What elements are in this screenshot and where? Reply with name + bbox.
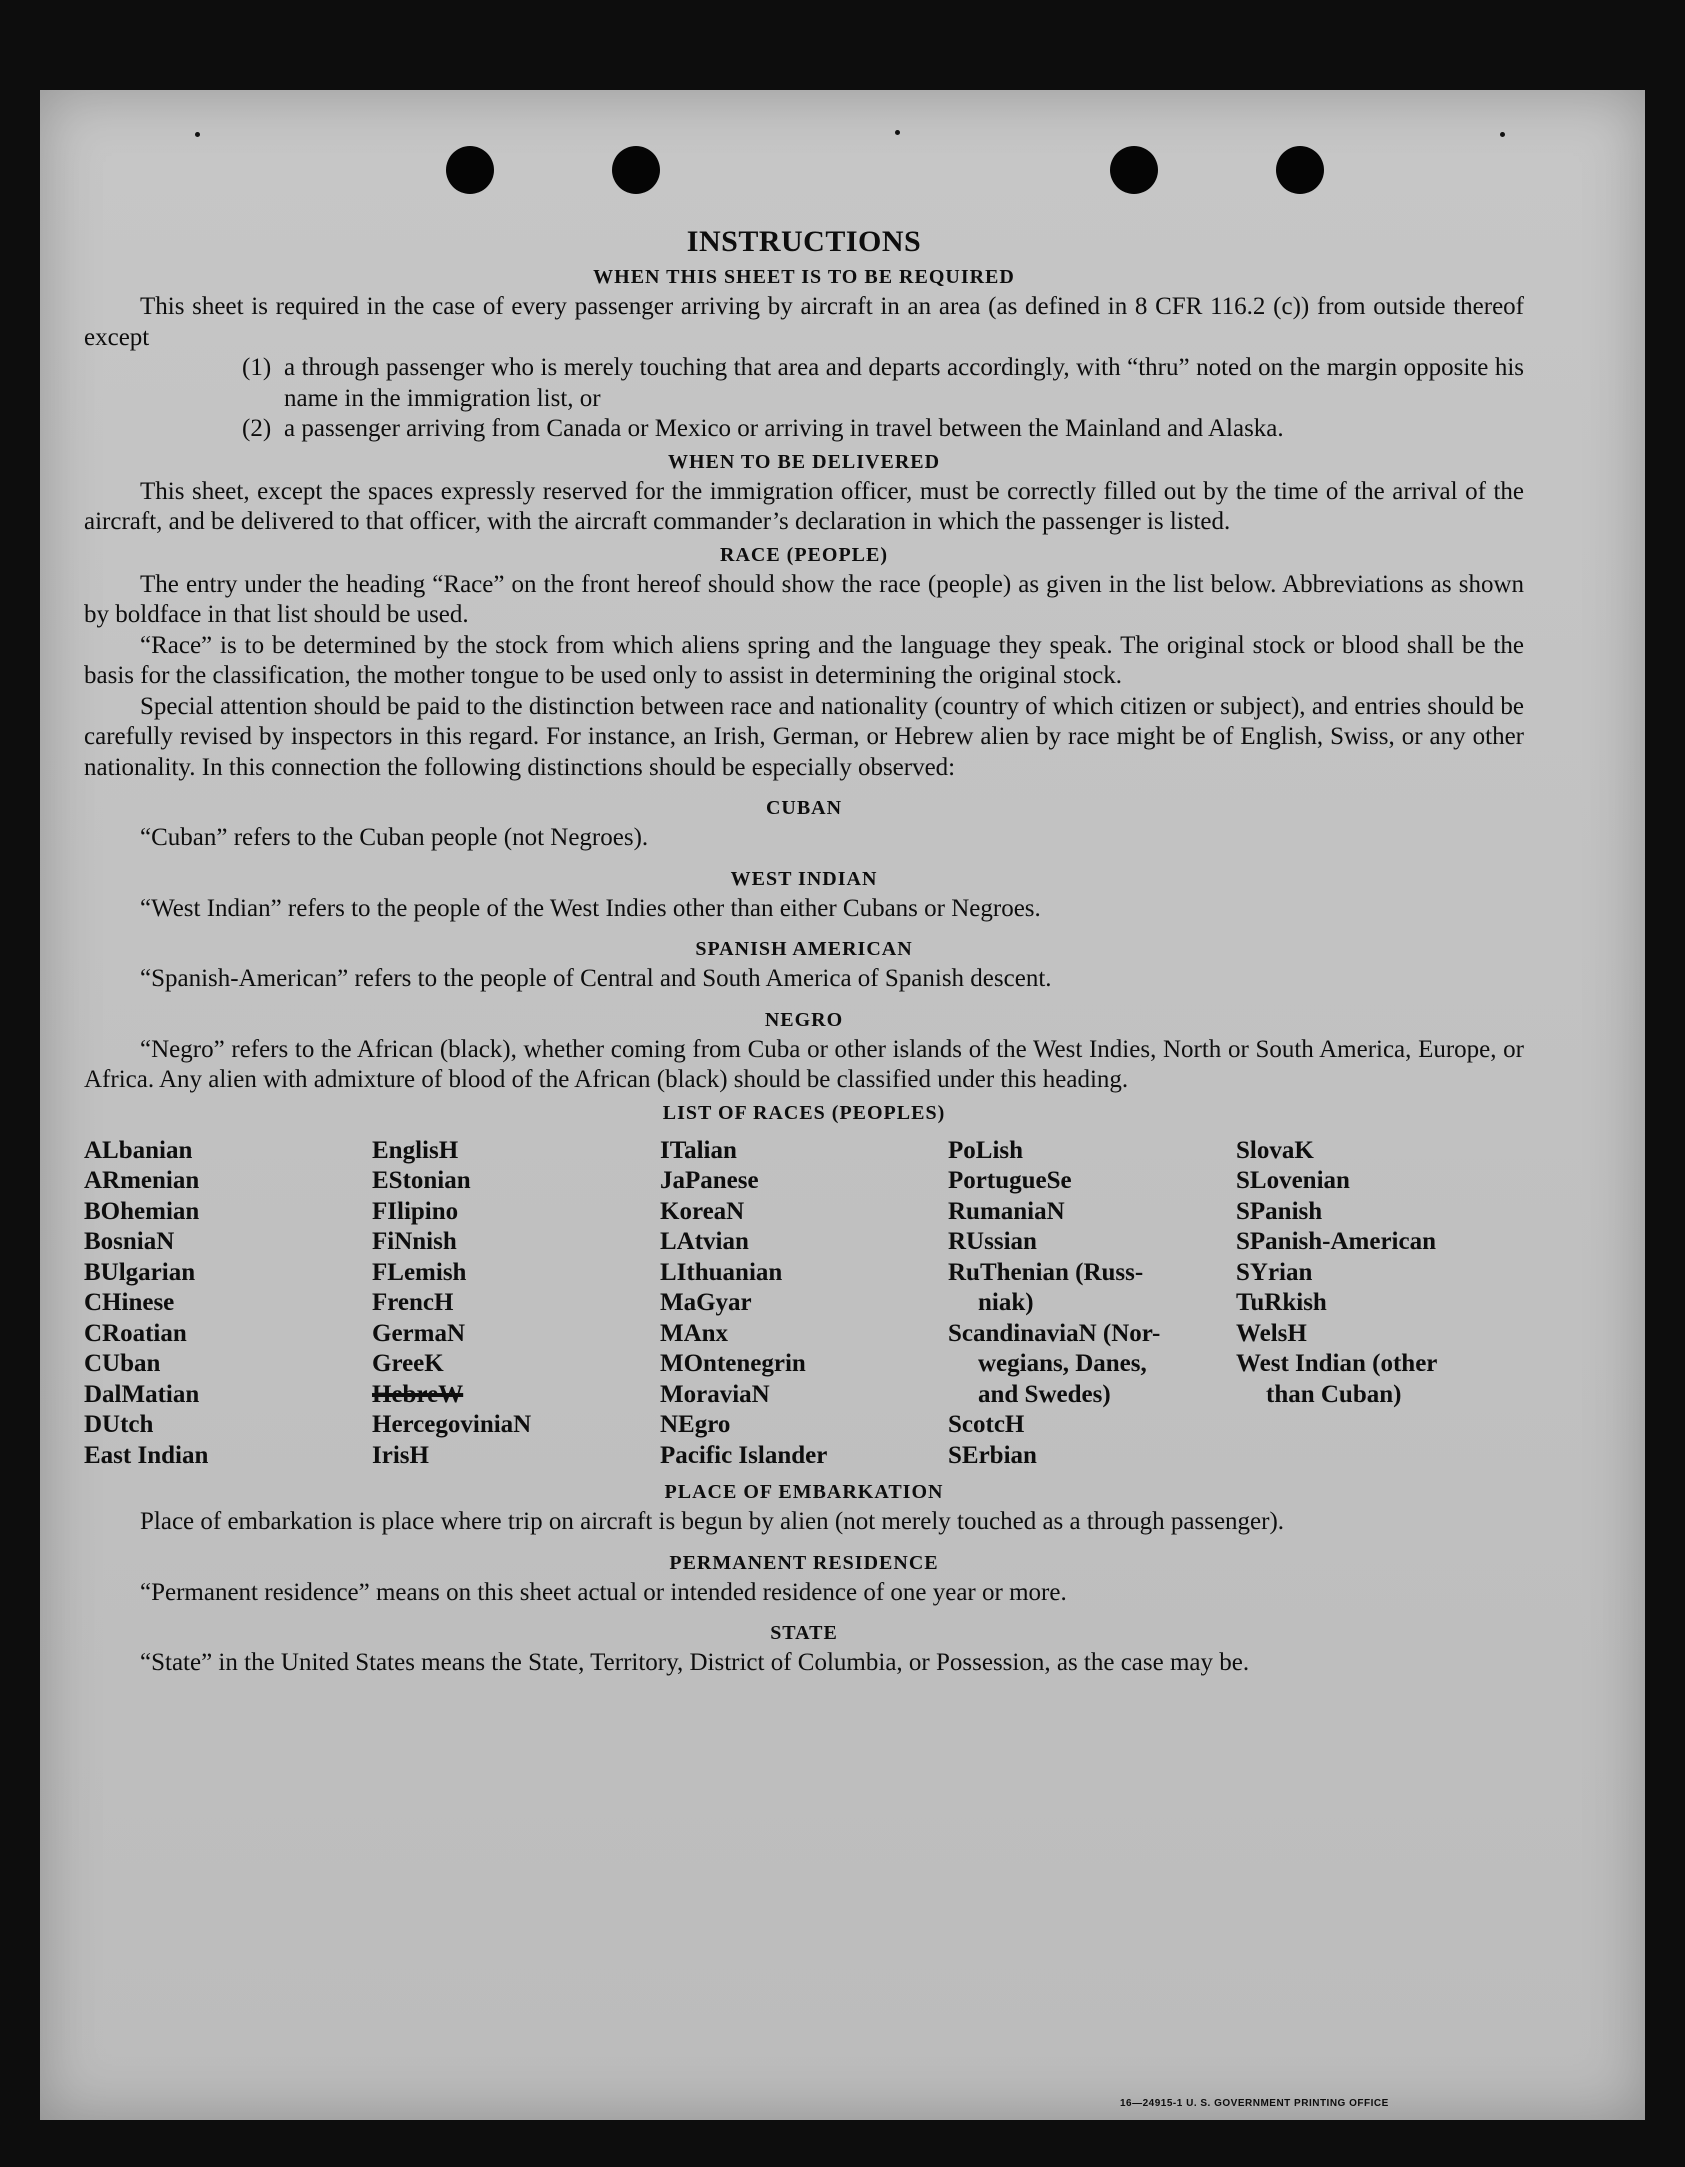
race-column	[660, 1136, 948, 1472]
race-entry: IrisH	[372, 1441, 429, 1469]
section-heading-spanish-american: SPANISH AMERICAN	[695, 938, 913, 960]
when-required-intro: This sheet is required in the case of every passenger arriving by aircraft in an area (as defined in 8 CFR 116.2 (c)) from outside thereof except	[84, 293, 1524, 351]
race-entry: LIthuanian	[660, 1258, 783, 1286]
race-entry: ALbanian	[84, 1136, 193, 1164]
race-entry: BosniaN	[84, 1228, 175, 1255]
race-entry: JaPanese	[660, 1167, 759, 1194]
race-entry: MAnx	[660, 1319, 729, 1347]
punch-hole	[1276, 146, 1324, 194]
race-entry: EnglisH	[372, 1136, 459, 1164]
race-entry: CHinese	[84, 1289, 175, 1316]
race-entry: RumaniaN	[948, 1197, 1065, 1225]
race-entry: GermaN	[372, 1319, 466, 1347]
exception-text: a through passenger who is merely touching that area and departs accordingly, with “thru” noted on the margin opposite his name in the immigration list, or	[284, 354, 1524, 412]
race-list	[84, 1136, 1524, 1472]
speck	[895, 130, 900, 135]
exception-number: (2)	[242, 415, 272, 442]
punch-hole	[1110, 146, 1158, 194]
race-paragraph-1: The entry under the heading “Race” on the front hereof should show the race (people) as given in the list below. Abbreviations as shown by boldface in that list should be used.	[84, 570, 1524, 628]
west-indian-text: “West Indian” refers to the people of the West Indies other than either Cubans or Negroes.	[140, 894, 1041, 922]
race-entry: ARmenian	[84, 1167, 200, 1194]
section-heading-residence: PERMANENT RESIDENCE	[669, 1551, 939, 1574]
section-heading-list-of-races: LIST OF RACES (PEOPLES)	[662, 1101, 946, 1124]
race-entry: WelsH	[1236, 1319, 1307, 1347]
race-entry: ScotcH	[948, 1411, 1025, 1438]
race-column	[1236, 1136, 1536, 1472]
race-entry-continuation: than Cuban)	[1266, 1380, 1402, 1408]
race-entry: HercegoviniaN	[372, 1411, 532, 1438]
race-entry: SErbian	[948, 1441, 1037, 1469]
embarkation-text: Place of embarkation is place where trip on aircraft is begun by alien (not merely touched as a through passenger).	[140, 1508, 1285, 1535]
race-entry: SPanish	[1236, 1197, 1323, 1225]
race-entry-continuation: niak)	[978, 1289, 1034, 1316]
race-entry: BUlgarian	[84, 1258, 196, 1286]
race-entry: ITalian	[660, 1136, 737, 1164]
race-entry-continuation: and Swedes)	[978, 1380, 1111, 1408]
race-column	[84, 1136, 372, 1472]
state-text: “State” in the United States means the State, Territory, District of Columbia, or Possession, as the case may be.	[140, 1649, 1250, 1676]
punch-hole	[612, 146, 660, 194]
race-entry: GreeK	[372, 1350, 444, 1377]
cuban-text: “Cuban” refers to the Cuban people (not Negroes).	[140, 824, 649, 851]
race-entry-struck: HebreW	[372, 1380, 464, 1408]
race-entry: KoreaN	[660, 1197, 745, 1225]
race-entry: Pacific Islander	[660, 1441, 828, 1469]
race-entry: FiNnish	[372, 1228, 457, 1255]
race-entry: LAtvian	[660, 1228, 749, 1255]
race-column	[948, 1136, 1236, 1472]
exception-number: (1)	[242, 354, 272, 381]
section-heading-cuban: CUBAN	[765, 797, 843, 819]
race-entry: SPanish-American	[1236, 1228, 1436, 1255]
exception-text: a passenger arriving from Canada or Mexico or arriving in travel between the Mainland and Alaska.	[284, 415, 1284, 442]
exception-item-2	[84, 414, 1524, 445]
race-entry: PortugueSe	[948, 1167, 1072, 1194]
race-entry: RUssian	[948, 1228, 1037, 1255]
document-sheet	[40, 90, 1645, 2120]
race-entry: MOntenegrin	[660, 1350, 806, 1377]
punch-hole	[446, 146, 494, 194]
section-heading-when-delivered: WHEN TO BE DELIVERED	[667, 450, 941, 473]
race-entry: MaGyar	[660, 1289, 752, 1316]
when-delivered-text: This sheet, except the spaces expressly reserved for the immigration officer, must be correctly filled out by the time of the arrival of the aircraft, and be delivered to that officer, with the aircraft commander’s declaration in which the passenger is listed.	[84, 477, 1524, 535]
speck	[195, 132, 200, 137]
exception-item-1	[84, 353, 1524, 414]
race-entry: FrencH	[372, 1289, 454, 1316]
race-entry: East Indian	[84, 1441, 209, 1469]
negro-text: “Negro” refers to the African (black), whether coming from Cuba or other islands of the West Indies, North or South America, Europe, or Africa. Any alien with admixture of blood of the African (black) should be classified under this heading.	[84, 1035, 1524, 1093]
instructions-content	[84, 224, 1524, 1679]
race-entry: DalMatian	[84, 1380, 200, 1408]
section-heading-when-required: WHEN THIS SHEET IS TO BE REQUIRED	[593, 266, 1015, 288]
race-entry: DUtch	[84, 1411, 154, 1438]
race-entry: RuThenian (Russ-	[948, 1258, 1144, 1286]
section-heading-race: RACE (PEOPLE)	[720, 543, 888, 566]
race-entry-continuation: wegians, Danes,	[978, 1350, 1147, 1377]
race-entry: CUban	[84, 1350, 161, 1377]
race-entry: SYrian	[1236, 1258, 1313, 1286]
residence-text: “Permanent residence” means on this sheet actual or intended residence of one year or more.	[140, 1578, 1067, 1606]
speck	[1500, 132, 1505, 137]
race-entry: TuRkish	[1236, 1289, 1327, 1316]
race-entry: ScandinaviaN (Nor-	[948, 1319, 1161, 1347]
race-column	[372, 1136, 660, 1472]
race-entry: BOhemian	[84, 1197, 200, 1225]
race-entry: SLovenian	[1236, 1167, 1350, 1194]
race-entry: EStonian	[372, 1167, 471, 1194]
race-entry: SlovaK	[1236, 1136, 1314, 1164]
section-heading-west-indian: WEST INDIAN	[730, 867, 878, 890]
race-entry: MoraviaN	[660, 1380, 770, 1408]
section-heading-state: STATE	[770, 1622, 838, 1644]
race-paragraph-3: Special attention should be paid to the distinction between race and nationality (country of which citizen or subject), and entries should be carefully revised by inspectors in this regard. For instance, an Irish, German, or Hebrew alien by race might be of English, Swiss, or any other nationality. In this connection the following distinctions should be especially observed:	[84, 692, 1524, 781]
section-heading-negro: NEGRO	[764, 1008, 844, 1031]
section-heading-embarkation: PLACE OF EMBARKATION	[664, 1481, 944, 1503]
printing-office-imprint: 16—24915-1 U. S. GOVERNMENT PRINTING OFFICE	[1120, 2098, 1389, 2109]
spanish-american-text: “Spanish-American” refers to the people of Central and South America of Spanish descent.	[140, 965, 1052, 992]
race-entry: FIlipino	[372, 1197, 459, 1225]
race-entry: FLemish	[372, 1258, 467, 1286]
race-entry: CRoatian	[84, 1319, 187, 1347]
race-entry: West Indian (other	[1236, 1350, 1438, 1377]
race-paragraph-2: “Race” is to be determined by the stock from which aliens spring and the language they speak. The original stock or blood shall be the basis for the classification, the mother tongue to be used only to assist in determining the original stock.	[84, 631, 1524, 689]
race-entry: PoLish	[948, 1136, 1024, 1164]
page-title: INSTRUCTIONS	[686, 225, 922, 258]
race-entry: NEgro	[660, 1411, 731, 1438]
